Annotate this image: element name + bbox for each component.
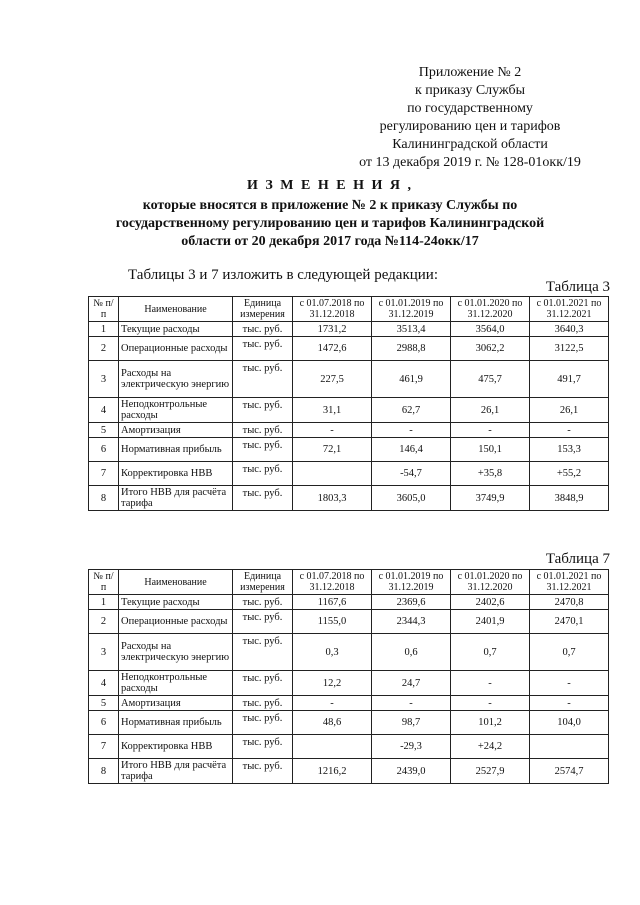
appendix-line: регулированию цен и тарифов [379, 119, 561, 134]
value-cell: - [530, 671, 609, 696]
column-header: Единица измерения [233, 297, 293, 322]
value-cell: 491,7 [530, 361, 609, 398]
title-line: которые вносятся в приложение № 2 к приказу Службы по [142, 198, 518, 213]
row-number-cell: 7 [89, 462, 119, 486]
column-header: № п/п [89, 570, 119, 595]
value-cell: - [293, 696, 372, 711]
document-title [60, 177, 600, 251]
value-cell: 2574,7 [530, 759, 609, 784]
table-3-caption: Таблица 3 [545, 279, 610, 295]
value-cell: 3848,9 [530, 486, 609, 511]
row-name-cell: Неподконтрольные расходы [119, 671, 233, 696]
appendix-block [330, 64, 610, 172]
value-cell: 150,1 [451, 438, 530, 462]
value-cell: 3513,4 [372, 322, 451, 337]
row-name-cell: Операционные расходы [119, 337, 233, 361]
table-row [89, 423, 609, 438]
table-row [89, 322, 609, 337]
value-cell: - [451, 696, 530, 711]
value-cell: - [451, 423, 530, 438]
value-cell: 2988,8 [372, 337, 451, 361]
value-cell [293, 462, 372, 486]
appendix-line: к приказу Службы [415, 83, 525, 98]
value-cell: - [293, 423, 372, 438]
column-header: с 01.01.2021 по 31.12.2021 [530, 297, 609, 322]
value-cell: 1216,2 [293, 759, 372, 784]
value-cell: 461,9 [372, 361, 451, 398]
value-cell: 12,2 [293, 671, 372, 696]
unit-cell: тыс. руб. [233, 634, 293, 671]
row-number-cell: 4 [89, 671, 119, 696]
column-header: Единица измерения [233, 570, 293, 595]
value-cell: 1731,2 [293, 322, 372, 337]
title-heading: И З М Е Н Е Н И Я , [247, 178, 413, 193]
value-cell: -29,3 [372, 735, 451, 759]
value-cell: - [372, 423, 451, 438]
row-number-cell: 1 [89, 322, 119, 337]
column-header: с 01.01.2020 по 31.12.2020 [451, 570, 530, 595]
row-name-cell: Неподконтрольные расходы [119, 398, 233, 423]
table-row [89, 610, 609, 634]
column-header: с 01.01.2021 по 31.12.2021 [530, 570, 609, 595]
value-cell: 0,7 [530, 634, 609, 671]
table-row [89, 462, 609, 486]
value-cell: 1803,3 [293, 486, 372, 511]
unit-cell: тыс. руб. [233, 610, 293, 634]
table-row [89, 398, 609, 423]
intro-text: Таблицы 3 и 7 изложить в следующей редакции: [128, 267, 438, 283]
appendix-line: Приложение № 2 [418, 65, 522, 80]
table-row [89, 595, 609, 610]
row-name-cell: Нормативная прибыль [119, 711, 233, 735]
unit-cell: тыс. руб. [233, 438, 293, 462]
value-cell: -54,7 [372, 462, 451, 486]
value-cell: 98,7 [372, 711, 451, 735]
value-cell: 2470,8 [530, 595, 609, 610]
row-name-cell: Итого НВВ для расчёта тарифа [119, 486, 233, 511]
table-row [89, 696, 609, 711]
row-number-cell: 1 [89, 595, 119, 610]
value-cell: 3605,0 [372, 486, 451, 511]
value-cell: 72,1 [293, 438, 372, 462]
table-row [89, 361, 609, 398]
value-cell: 2344,3 [372, 610, 451, 634]
value-cell: 2470,1 [530, 610, 609, 634]
value-cell: 24,7 [372, 671, 451, 696]
column-header: Наименование [119, 570, 233, 595]
column-header: с 01.07.2018 по 31.12.2018 [293, 570, 372, 595]
row-name-cell: Нормативная прибыль [119, 438, 233, 462]
row-number-cell: 8 [89, 759, 119, 784]
value-cell: - [530, 696, 609, 711]
value-cell [530, 735, 609, 759]
table-row [89, 438, 609, 462]
value-cell: 26,1 [451, 398, 530, 423]
table-header-row [89, 297, 609, 322]
value-cell: - [451, 671, 530, 696]
row-name-cell: Расходы на электрическую энергию [119, 361, 233, 398]
appendix-line: по государственному [407, 101, 533, 116]
unit-cell: тыс. руб. [233, 337, 293, 361]
value-cell: 3640,3 [530, 322, 609, 337]
row-number-cell: 2 [89, 610, 119, 634]
table-row [89, 634, 609, 671]
title-line: государственному регулированию цен и тарифов Калининградской [115, 216, 545, 231]
value-cell: 146,4 [372, 438, 451, 462]
row-number-cell: 2 [89, 337, 119, 361]
value-cell: 0,3 [293, 634, 372, 671]
row-number-cell: 7 [89, 735, 119, 759]
row-number-cell: 8 [89, 486, 119, 511]
value-cell: - [372, 696, 451, 711]
value-cell: 31,1 [293, 398, 372, 423]
value-cell: 3122,5 [530, 337, 609, 361]
row-name-cell: Корректировка НВВ [119, 462, 233, 486]
unit-cell: тыс. руб. [233, 671, 293, 696]
row-number-cell: 4 [89, 398, 119, 423]
row-number-cell: 6 [89, 711, 119, 735]
column-header: Наименование [119, 297, 233, 322]
table-7 [88, 569, 609, 784]
row-name-cell: Амортизация [119, 696, 233, 711]
value-cell: 2369,6 [372, 595, 451, 610]
value-cell: 1167,6 [293, 595, 372, 610]
row-number-cell: 6 [89, 438, 119, 462]
appendix-line: Калининградской области [392, 137, 548, 152]
row-name-cell: Амортизация [119, 423, 233, 438]
value-cell: 3749,9 [451, 486, 530, 511]
value-cell: 0,7 [451, 634, 530, 671]
column-header: с 01.01.2019 по 31.12.2019 [372, 570, 451, 595]
row-name-cell: Текущие расходы [119, 322, 233, 337]
value-cell: 3062,2 [451, 337, 530, 361]
value-cell: +55,2 [530, 462, 609, 486]
appendix-line: от 13 декабря 2019 г. № 128-01окк/19 [359, 155, 581, 170]
value-cell: 227,5 [293, 361, 372, 398]
table-header-row [89, 570, 609, 595]
value-cell: 48,6 [293, 711, 372, 735]
row-name-cell: Корректировка НВВ [119, 735, 233, 759]
unit-cell: тыс. руб. [233, 711, 293, 735]
column-header: с 01.01.2019 по 31.12.2019 [372, 297, 451, 322]
value-cell: 475,7 [451, 361, 530, 398]
row-name-cell: Итого НВВ для расчёта тарифа [119, 759, 233, 784]
title-line: области от 20 декабря 2017 года №114-24окк/17 [181, 234, 479, 249]
row-number-cell: 3 [89, 361, 119, 398]
table-row [89, 671, 609, 696]
unit-cell: тыс. руб. [233, 735, 293, 759]
unit-cell: тыс. руб. [233, 486, 293, 511]
unit-cell: тыс. руб. [233, 759, 293, 784]
column-header: № п/п [89, 297, 119, 322]
unit-cell: тыс. руб. [233, 696, 293, 711]
row-number-cell: 5 [89, 423, 119, 438]
value-cell: +35,8 [451, 462, 530, 486]
value-cell: 2439,0 [372, 759, 451, 784]
table-row [89, 337, 609, 361]
unit-cell: тыс. руб. [233, 462, 293, 486]
row-name-cell: Операционные расходы [119, 610, 233, 634]
table-row [89, 735, 609, 759]
unit-cell: тыс. руб. [233, 361, 293, 398]
value-cell: 104,0 [530, 711, 609, 735]
value-cell: 2527,9 [451, 759, 530, 784]
row-number-cell: 5 [89, 696, 119, 711]
value-cell: 1155,0 [293, 610, 372, 634]
value-cell: 101,2 [451, 711, 530, 735]
value-cell: 0,6 [372, 634, 451, 671]
value-cell: - [530, 423, 609, 438]
table-3 [88, 296, 609, 511]
unit-cell: тыс. руб. [233, 398, 293, 423]
table-row [89, 711, 609, 735]
column-header: с 01.01.2020 по 31.12.2020 [451, 297, 530, 322]
row-name-cell: Текущие расходы [119, 595, 233, 610]
table-row [89, 486, 609, 511]
unit-cell: тыс. руб. [233, 595, 293, 610]
value-cell [293, 735, 372, 759]
value-cell: 2401,9 [451, 610, 530, 634]
unit-cell: тыс. руб. [233, 322, 293, 337]
table-row [89, 759, 609, 784]
value-cell: 2402,6 [451, 595, 530, 610]
value-cell: 153,3 [530, 438, 609, 462]
value-cell: 26,1 [530, 398, 609, 423]
value-cell: +24,2 [451, 735, 530, 759]
value-cell: 1472,6 [293, 337, 372, 361]
column-header: с 01.07.2018 по 31.12.2018 [293, 297, 372, 322]
value-cell: 3564,0 [451, 322, 530, 337]
table-7-caption: Таблица 7 [545, 551, 610, 567]
value-cell: 62,7 [372, 398, 451, 423]
row-number-cell: 3 [89, 634, 119, 671]
unit-cell: тыс. руб. [233, 423, 293, 438]
row-name-cell: Расходы на электрическую энергию [119, 634, 233, 671]
